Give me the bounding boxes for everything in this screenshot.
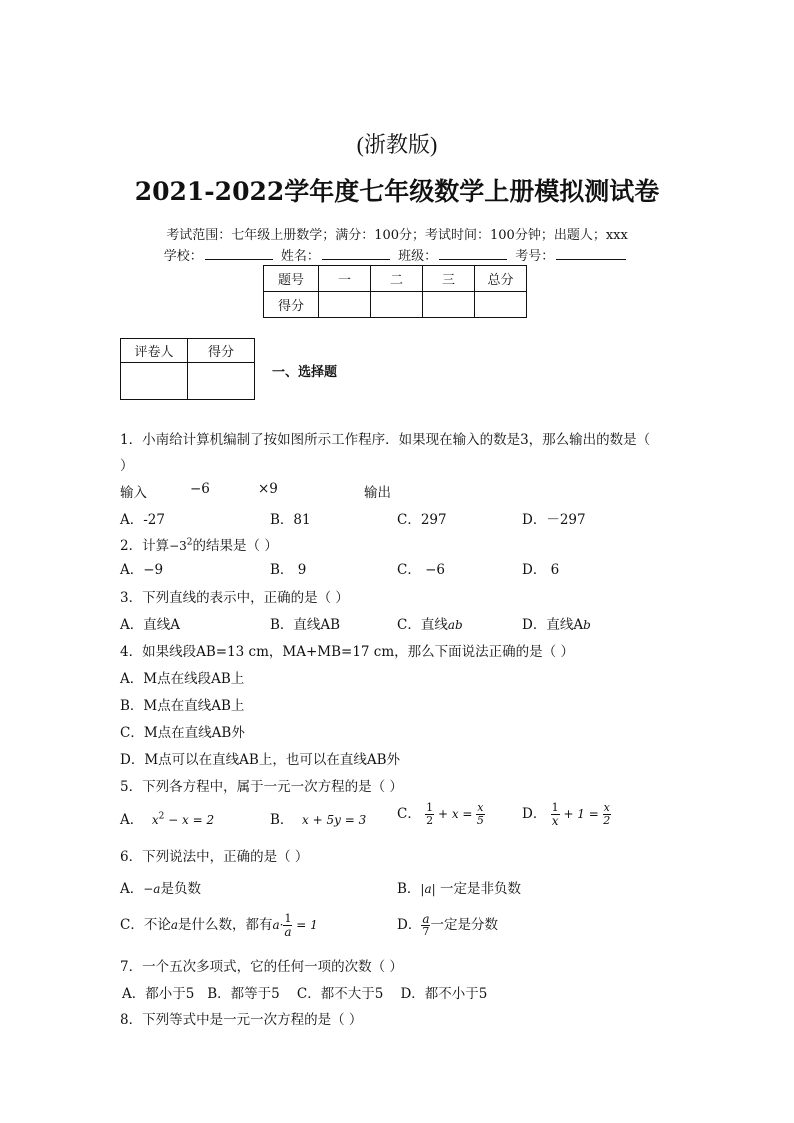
student-fields — [0, 245, 794, 264]
edition-label: (浙教版) — [356, 132, 438, 157]
grader-table — [120, 338, 255, 400]
q4-option-d[interactable]: D．M点可以在直线AB上，也可以在直线AB外 — [120, 752, 400, 768]
question-5-text: 5．下列各方程中，属于一元一次方程的是（ ） — [120, 779, 403, 795]
score-cell[interactable] — [319, 292, 371, 318]
exam-number-label: 考号： — [515, 249, 555, 264]
q4-option-b[interactable]: B．M点在直线AB上 — [120, 698, 245, 714]
question-7-text: 7．一个五次多项式，它的任何一项的次数（ ） — [120, 959, 403, 975]
q2-option-b[interactable]: B． 9 — [270, 562, 307, 578]
school-label: 学校： — [163, 249, 203, 264]
score-row-label: 得分 — [264, 292, 319, 318]
q2-option-d[interactable]: D． 6 — [522, 562, 560, 578]
exam-number-field[interactable] — [556, 246, 626, 260]
score-table — [263, 265, 527, 318]
flow-step-subtract: −6 — [190, 481, 210, 497]
question-6-text: 6．下列说法中，正确的是（ ） — [120, 849, 309, 865]
q5-option-c[interactable]: C． $\frac{1}{2}$ + x = $\frac{x}{5}$ — [397, 801, 484, 827]
grader-header-cell: 评卷人 — [121, 339, 188, 363]
flow-output: 输出 — [364, 485, 391, 501]
q2-option-c[interactable]: C． −6 — [397, 562, 446, 578]
score-header-cell: 二 — [371, 266, 423, 292]
class-field[interactable] — [439, 246, 507, 260]
question-4-text: 4．如果线段AB=13 cm，MA+MB=17 cm，那么下面说法正确的是（ ） — [120, 644, 574, 660]
score-cell[interactable] — [371, 292, 423, 318]
q3-option-c[interactable]: C．直线ab — [397, 617, 463, 633]
exam-info: 考试范围：七年级上册数学；满分：100分；考试时间：100分钟；出题人；xxx — [166, 228, 628, 243]
q6-option-a[interactable]: A．−a是负数 — [120, 881, 201, 897]
score-header-cell: 总分 — [475, 266, 527, 292]
question-1-text: 1．小南给计算机编制了按如图所示工作程序．如果现在输入的数是3，那么输出的数是（ — [120, 432, 651, 448]
question-2-text: 2．计算$-3^2$的结果是（ ） — [120, 537, 278, 554]
grader-score-cell[interactable] — [188, 363, 255, 400]
flow-input: 输入 — [120, 485, 147, 501]
q7-options[interactable]: A．都小于5 B．都等于5 C．都不大于5 D．都不小于5 — [122, 986, 488, 1002]
question-1-text-cont: ） — [120, 458, 134, 474]
name-field[interactable] — [322, 246, 390, 260]
grader-cell[interactable] — [121, 363, 188, 400]
question-8-text: 8．下列等式中是一元一次方程的是（ ） — [120, 1012, 363, 1028]
q5-option-b[interactable]: B． x + 5y = 3 — [270, 812, 367, 828]
grader-header-cell: 得分 — [188, 339, 255, 363]
q5-option-a[interactable]: A． $x^2 - x = 2$ — [120, 811, 215, 828]
school-field[interactable] — [205, 246, 273, 260]
q4-option-a[interactable]: A．M点在线段AB上 — [120, 671, 245, 687]
q3-option-b[interactable]: B．直线AB — [270, 617, 341, 633]
q4-option-c[interactable]: C．M点在直线AB外 — [120, 725, 245, 741]
score-header-cell: 一 — [319, 266, 371, 292]
q2-option-a[interactable]: A．−9 — [120, 562, 164, 578]
name-label: 姓名： — [280, 249, 320, 264]
score-header-cell: 题号 — [264, 266, 319, 292]
q1-option-b[interactable]: B．81 — [270, 512, 311, 528]
q6-option-c[interactable]: C．不论a是什么数，都有a· $\frac{1}{a}$ = 1 — [120, 912, 318, 939]
score-header-cell: 三 — [423, 266, 475, 292]
q1-option-c[interactable]: C．297 — [397, 512, 447, 528]
q3-option-a[interactable]: A．直线A — [120, 617, 180, 633]
q6-option-b[interactable]: B．|a| 一定是非负数 — [397, 881, 521, 897]
score-cell[interactable] — [423, 292, 475, 318]
question-3-text: 3．下列直线的表示中，正确的是（ ） — [120, 590, 349, 606]
score-cell[interactable] — [475, 292, 527, 318]
class-label: 班级： — [398, 249, 438, 264]
q1-option-d[interactable]: D．－297 — [522, 512, 586, 528]
section-title: 一、选择题 — [272, 365, 338, 380]
q5-option-d[interactable]: D． $\frac{1}{x}$ + 1 = $\frac{x}{2}$ — [522, 801, 611, 828]
q6-option-d[interactable]: D． $\frac{a}{7}$ 一定是分数 — [397, 912, 498, 938]
q3-option-d[interactable]: D．直线Ab — [522, 617, 591, 633]
page-title: 2021-2022学年度七年级数学上册模拟测试卷 — [134, 177, 660, 206]
q1-option-a[interactable]: A．-27 — [120, 512, 165, 528]
flow-step-multiply: ×9 — [258, 481, 278, 497]
